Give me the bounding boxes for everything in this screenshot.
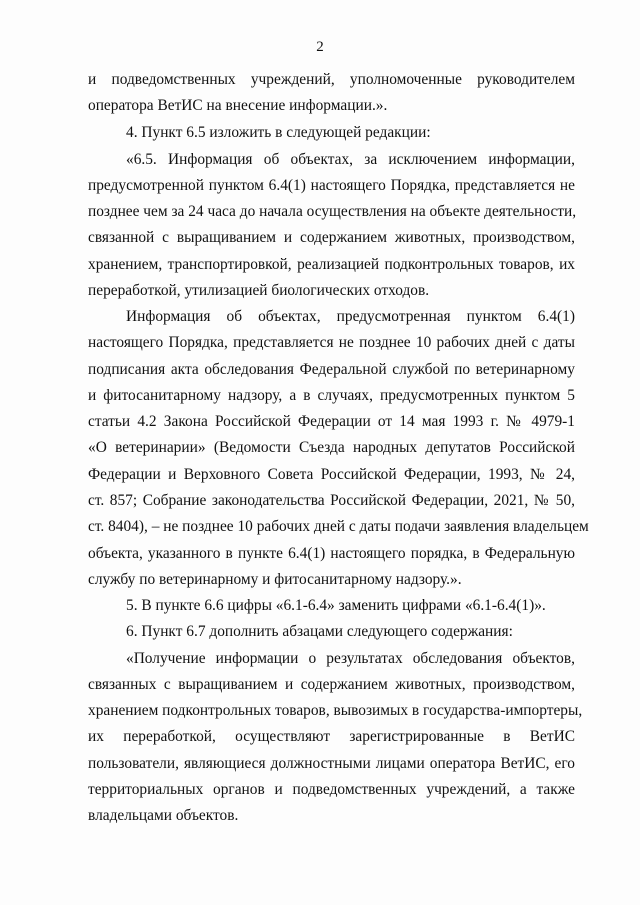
text-line: объекта, указанного в пункте 6.4(1) настоящего порядка, в Федеральную (88, 545, 575, 562)
text-line: ст. 857; Собрание законодательства Российской Федерации, 2021, № 50, (88, 492, 575, 509)
text-line: предусмотренной пунктом 6.4(1) настоящего Порядка, представляется не (88, 177, 575, 194)
text-line: 4. Пункт 6.5 изложить в следующей редакции: (126, 124, 431, 141)
text-line: «6.5. Информация об объектах, за исключением информации, (126, 151, 575, 168)
text-line: 6. Пункт 6.7 дополнить абзацами следующего содержания: (126, 623, 513, 640)
text-line: и подведомственных учреждений, уполномоченные руководителем (88, 71, 575, 88)
text-line: территориальных органов и подведомственных учреждений, а также (88, 781, 575, 798)
text-line: Информация об объектах, предусмотренная пунктом 6.4(1) (126, 308, 575, 325)
text-line: переработкой, утилизацией биологических отходов. (88, 282, 430, 299)
text-line: статьи 4.2 Закона Российской Федерации от 14 мая 1993 г. № 4979-1 (88, 413, 575, 430)
text-line: ст. 8404), – не позднее 10 рабочих дней с даты подачи заявления владельцем (88, 518, 589, 535)
text-line: «Получение информации о результатах обследования объектов, (126, 650, 575, 667)
text-line: связанных с выращиванием и содержанием животных, производством, (88, 676, 575, 693)
text-line: «О ветеринарии» (Ведомости Съезда народных депутатов Российской (88, 439, 575, 456)
text-line: и фитосанитарному надзору, а в случаях, предусмотренных пунктом 5 (88, 387, 575, 404)
text-line: связанной с выращиванием и содержанием животных, производством, (88, 229, 575, 246)
text-line: хранением подконтрольных товаров, вывозимых в государства-импортеры, (88, 702, 583, 719)
text-line: владельцами объектов. (88, 807, 239, 824)
text-line: службу по ветеринарному и фитосанитарному надзору.». (88, 571, 462, 588)
text-line: подписания акта обследования Федеральной службой по ветеринарному (88, 361, 575, 378)
text-line: позднее чем за 24 часа до начала осуществления на объекте деятельности, (88, 203, 577, 220)
text-line: хранением, транспортировкой, реализацией подконтрольных товаров, их (88, 256, 575, 273)
text-line: настоящего Порядка, представляется не позднее 10 рабочих дней с даты (88, 334, 575, 351)
page-number: 2 (316, 39, 324, 55)
text-line: оператора ВетИС на внесение информации.». (88, 97, 388, 114)
text-line: пользователи, являющиеся должностными лицами оператора ВетИС, его (88, 755, 575, 772)
text-line: 5. В пункте 6.6 цифры «6.1-6.4» заменить цифрами «6.1-6.4(1)». (126, 597, 546, 614)
text-line: Федерации и Верховного Совета Российской Федерации, 1993, № 24, (88, 466, 575, 483)
text-line: их переработкой, осуществляют зарегистрированные в ВетИС (88, 728, 575, 745)
